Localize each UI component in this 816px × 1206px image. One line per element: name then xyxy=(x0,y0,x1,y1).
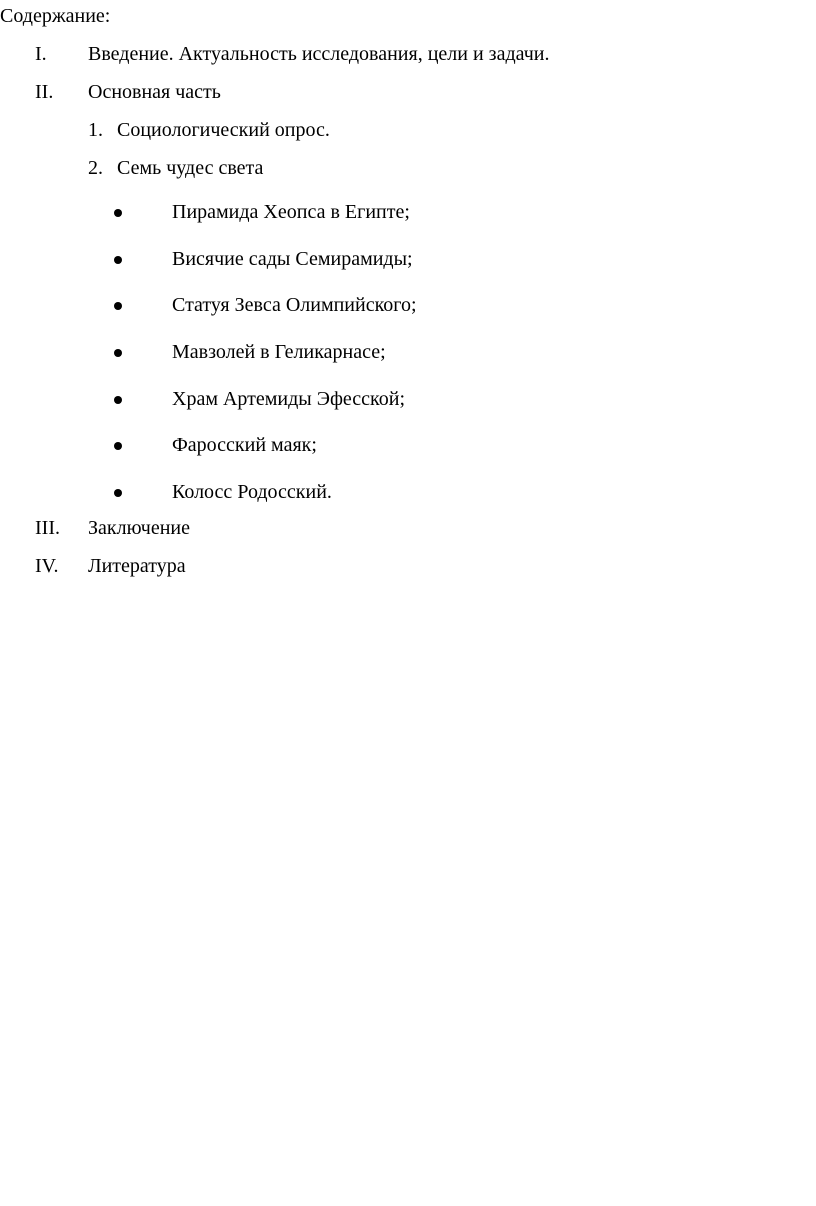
toc-heading: Содержание: xyxy=(0,5,111,27)
wonder-item: Статуя Зевса Олимпийского; xyxy=(172,294,417,316)
section-text-main-part: Основная часть xyxy=(88,81,221,103)
section-marker-2: II. xyxy=(35,81,54,103)
bullet-icon xyxy=(114,489,122,497)
subsection-text-survey: Социологический опрос. xyxy=(117,119,330,141)
bullet-icon xyxy=(114,442,122,450)
section-text-introduction: Введение. Актуальность исследования, цели и задачи. xyxy=(88,43,550,65)
wonder-item: Мавзолей в Геликарнасе; xyxy=(172,341,386,363)
section-marker-3: III. xyxy=(35,517,60,539)
subsection-marker-1: 1. xyxy=(88,119,103,141)
bullet-icon xyxy=(114,256,122,264)
subsection-marker-2: 2. xyxy=(88,157,103,179)
wonder-item: Висячие сады Семирамиды; xyxy=(172,248,413,270)
wonder-item: Пирамида Хеопса в Египте; xyxy=(172,201,410,223)
section-text-literature: Литература xyxy=(88,555,186,577)
subsection-text-seven-wonders: Семь чудес света xyxy=(117,157,264,179)
wonder-item: Храм Артемиды Эфесской; xyxy=(172,388,405,410)
bullet-icon xyxy=(114,349,122,357)
section-marker-4: IV. xyxy=(35,555,59,577)
wonder-item: Колосс Родосский. xyxy=(172,481,332,503)
wonder-item: Фаросский маяк; xyxy=(172,434,317,456)
bullet-icon xyxy=(114,396,122,404)
section-text-conclusion: Заключение xyxy=(88,517,190,539)
bullet-icon xyxy=(114,302,122,310)
section-marker-1: I. xyxy=(35,43,47,65)
bullet-icon xyxy=(114,209,122,217)
